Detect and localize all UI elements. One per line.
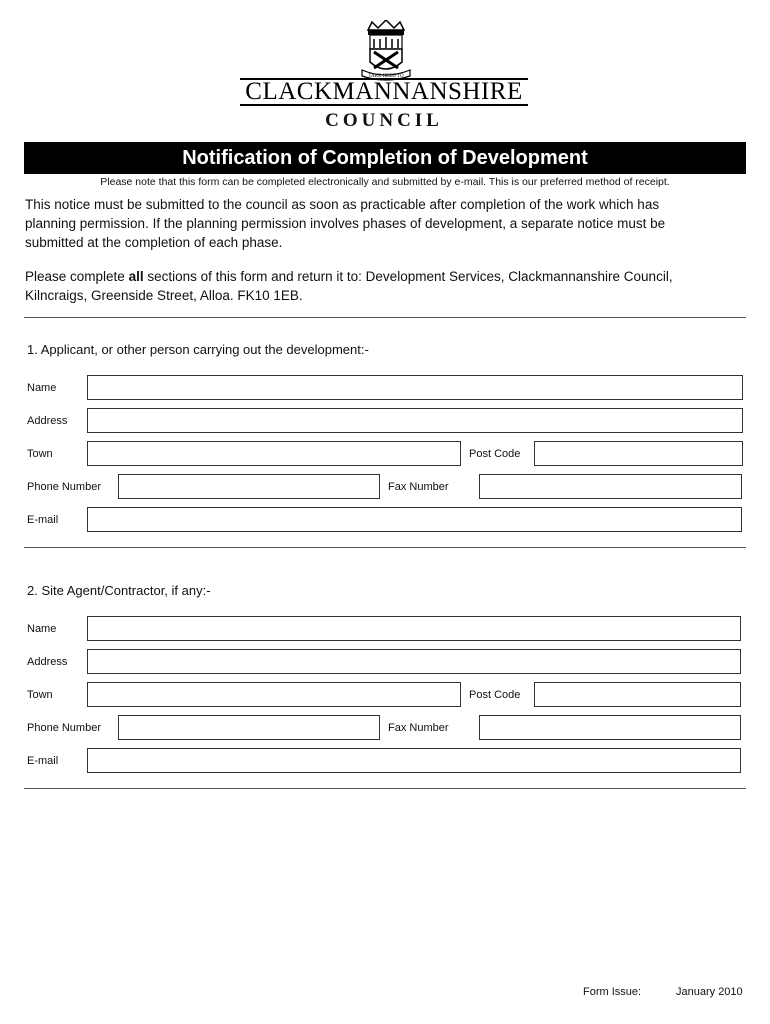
section-divider [24, 547, 746, 548]
s2-town-label: Town [27, 689, 53, 701]
s1-address-label: Address [27, 415, 68, 427]
intro-line: planning permission. If the planning permission involves phases of development, a separate notice must be [25, 216, 666, 231]
s1-name-label: Name [27, 382, 57, 394]
section1-heading: 1. Applicant, or other person carrying out the development:- [27, 342, 369, 357]
return-suffix: sections of this form and return it to: Development Services, Clackmannanshire Council, [143, 269, 673, 284]
s2-town-field[interactable] [87, 682, 461, 707]
return-instructions [25, 267, 745, 305]
return-bold: all [128, 269, 144, 284]
s2-email-label: E-mail [27, 755, 59, 767]
form-issue-date: January 2010 [676, 986, 743, 998]
s1-name-field[interactable] [87, 375, 743, 400]
section-divider [24, 788, 746, 789]
crest-motto: TAKE HEED TO [368, 74, 404, 79]
electronic-submission-note: Please note that this form can be completed electronically and submitted by e-mail. This is our preferred method of receipt. [100, 176, 670, 188]
s1-town-label: Town [27, 448, 53, 460]
s1-email-field[interactable] [87, 507, 742, 532]
s2-fax-field[interactable] [479, 715, 741, 740]
section-divider [24, 317, 746, 318]
section2-heading: 2. Site Agent/Contractor, if any:- [27, 583, 211, 598]
s1-phone-label: Phone Number [27, 481, 101, 493]
s2-address-field[interactable] [87, 649, 741, 674]
s1-fax-label: Fax Number [388, 481, 449, 493]
s1-postcode-field[interactable] [534, 441, 743, 466]
s2-name-label: Name [27, 623, 57, 635]
s2-address-label: Address [27, 656, 68, 668]
s1-fax-field[interactable] [479, 474, 742, 499]
form-title: Notification of Completion of Development [24, 142, 746, 174]
s2-postcode-label: Post Code [469, 689, 521, 701]
s2-phone-field[interactable] [118, 715, 380, 740]
s1-phone-field[interactable] [118, 474, 380, 499]
intro-line: This notice must be submitted to the council as soon as practicable after completion of the work which has [25, 197, 660, 212]
s2-email-field[interactable] [87, 748, 741, 773]
s2-fax-label: Fax Number [388, 722, 449, 734]
s1-postcode-label: Post Code [469, 448, 521, 460]
s2-name-field[interactable] [87, 616, 741, 641]
form-issue-label: Form Issue: [583, 986, 642, 998]
s1-town-field[interactable] [87, 441, 461, 466]
s2-phone-label: Phone Number [27, 722, 101, 734]
return-address-line: Kilncraigs, Greenside Street, Alloa. FK10 1EB. [25, 288, 303, 303]
intro-line: submitted at the completion of each phase. [25, 235, 283, 250]
s2-postcode-field[interactable] [534, 682, 741, 707]
intro-paragraph [25, 195, 745, 252]
s1-email-label: E-mail [27, 514, 59, 526]
return-prefix: Please complete [25, 269, 129, 284]
organisation-subtitle: COUNCIL [325, 110, 443, 131]
s1-address-field[interactable] [87, 408, 743, 433]
organisation-name: CLACKMANNANSHIRE [240, 78, 528, 106]
council-crest-logo [358, 20, 414, 82]
